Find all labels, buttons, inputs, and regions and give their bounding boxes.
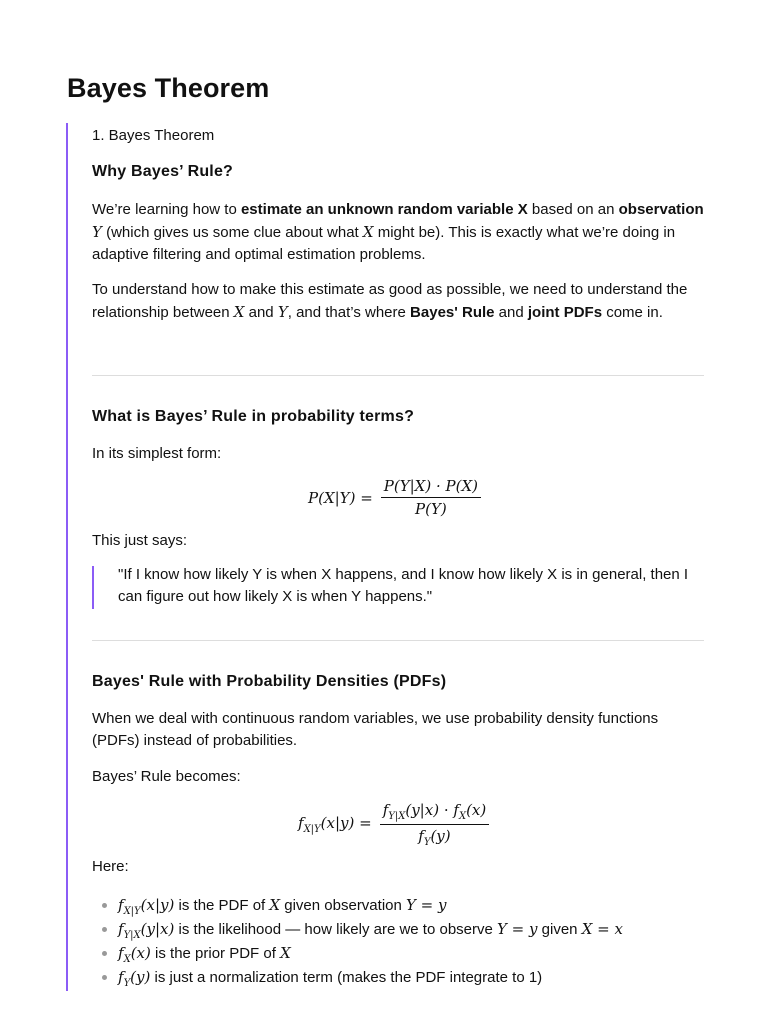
- formula-lhs: P(X|Y) =: [308, 488, 373, 507]
- paragraph-pdfs: When we deal with continuous random variables, we use probability density functions (PDFs) instead of probabilities.: [92, 710, 659, 749]
- definitions-list: [92, 893, 704, 989]
- bullet-dot: [102, 927, 107, 932]
- bullet-dot: [102, 903, 107, 908]
- formula-bayes-pdf: [298, 801, 489, 848]
- heading-why-bayes: Why Bayes’ Rule?: [92, 163, 234, 180]
- paragraph-why-1: We’re learning how to estimate an unknown random variable X based on an observation Y (which gives us some clue about what X might be). This is exactly what we’re doing in adaptive filtering and optimal estimation problems.: [92, 201, 704, 263]
- heading-bayes-pdfs: Bayes' Rule with Probability Densities (PDFs): [92, 673, 447, 690]
- bullet-dot: [102, 951, 107, 956]
- divider: [92, 375, 704, 376]
- formula-denominator: $f_Y(y)$: [418, 827, 451, 848]
- paragraph-why-2: To understand how to make this estimate as good as possible, we need to understand the relationship between X and Y, and that’s where Bayes' Rule and joint PDFs come in.: [92, 281, 688, 321]
- math-x: X: [233, 303, 245, 321]
- math-likelihood: $f_{Y|X}(y|x)$: [118, 920, 175, 941]
- formula-numerator: P(Y|X) · P(X): [381, 477, 481, 498]
- blockquote-bar: [92, 566, 94, 609]
- formula-denominator: P(Y): [415, 500, 447, 518]
- math-x: X: [362, 223, 374, 241]
- blockquote-text: "If I know how likely Y is when X happens, and I know how likely X is in general, then I can figure out how likely X is when Y happens.": [118, 566, 689, 605]
- formula-numerator: $f_{Y|X}(y|x) \cdot f_X(x)$: [380, 801, 490, 825]
- paragraph-this-says: This just says:: [92, 532, 188, 549]
- blockquote: [92, 564, 704, 610]
- callout-block: [66, 123, 718, 991]
- page-title: Bayes Theorem: [67, 73, 270, 103]
- math-posterior: $f_{X|Y}(x|y)$: [118, 896, 175, 917]
- formula-bayes-discrete: [308, 477, 481, 518]
- math-y: Y: [92, 223, 102, 241]
- bullet-dot: [102, 975, 107, 980]
- numbered-item: 1. Bayes Theorem: [92, 127, 215, 144]
- list-item: $f_{X|Y}(x|y)$ is the PDF of X given observation Y = y: [92, 893, 704, 917]
- formula-fraction: [381, 477, 481, 518]
- divider: [92, 640, 704, 641]
- paragraph-here: Here:: [92, 858, 129, 875]
- formula-fraction: [380, 801, 490, 848]
- paragraph-simplest-form: In its simplest form:: [92, 445, 222, 462]
- list-item: $f_Y(y)$ is just a normalization term (makes the PDF integrate to 1): [92, 965, 704, 989]
- math-y: Y: [277, 303, 288, 321]
- paragraph-becomes: Bayes’ Rule becomes:: [92, 768, 241, 785]
- math-evidence: $f_Y(y)$: [118, 968, 151, 989]
- math-prior: $f_X(x)$: [118, 944, 151, 965]
- heading-what-is-bayes: What is Bayes’ Rule in probability terms?: [92, 408, 415, 425]
- list-item: $f_{Y|X}(y|x)$ is the likelihood — how likely are we to observe Y = y given X = x: [92, 917, 704, 941]
- list-item: $f_X(x)$ is the prior PDF of X: [92, 941, 704, 965]
- formula-lhs: $f_{X|Y}(x|y)$ =: [298, 814, 372, 835]
